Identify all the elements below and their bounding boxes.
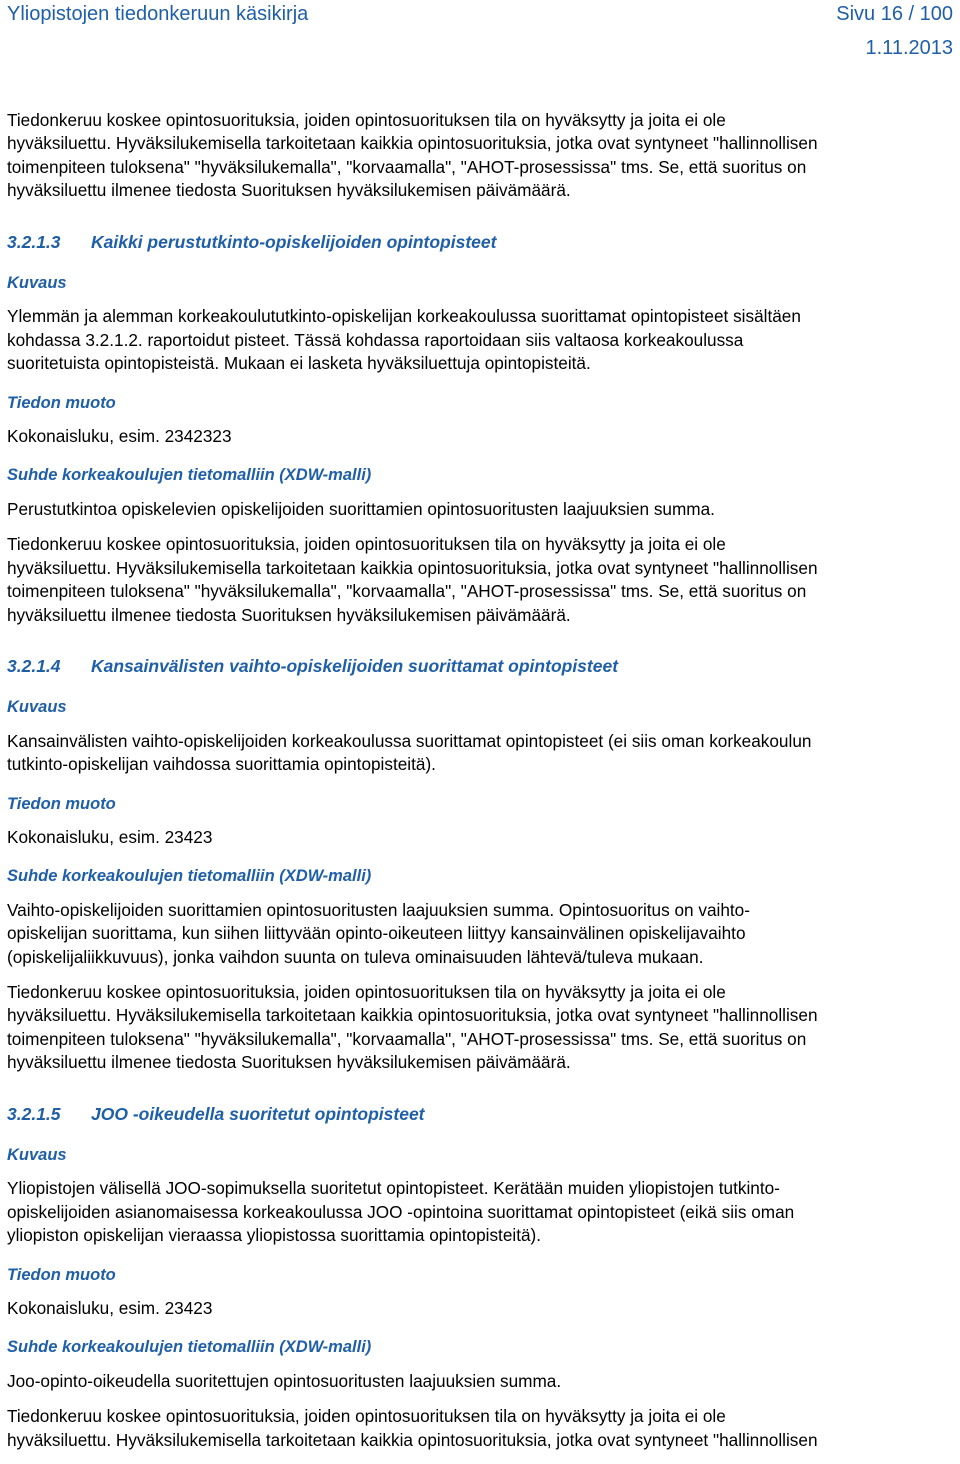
text-line: (opiskelijaliikkuvuus), jonka vaihdon suunta on tuleva ominaisuuden lähtevä/tuleva mukaan. xyxy=(7,946,704,967)
text-line: tutkinto-opiskelijan vaihdossa suorittamia opintopisteitä). xyxy=(7,754,436,775)
text-line: toimenpiteen tuloksena" "hyväksilukemalla", "korvaamalla", "AHOT-prosessissa" tms. Se, että suoritus on xyxy=(7,581,807,602)
tiedon-muoto-value xyxy=(7,1297,953,1320)
text-line: Tiedonkeruu koskee opintosuorituksia, joiden opintosuorituksen tila on hyväksytty ja joita ei ole xyxy=(7,534,726,555)
kuvaus-text xyxy=(7,730,953,777)
section-number: 3.2.1.4 xyxy=(7,655,61,676)
section-number: 3.2.1.5 xyxy=(7,1103,61,1124)
page-number: Sivu 16 / 100 xyxy=(836,3,953,25)
text-line: Kansainvälisten vaihto-opiskelijoiden korkeakoulussa suorittamat opintopisteet (ei siis oman korkeakoulun xyxy=(7,730,812,751)
text-line: Tiedonkeruu koskee opintosuorituksia, joiden opintosuorituksen tila on hyväksytty ja joita ei ole xyxy=(7,981,726,1002)
text-line: Perustutkintoa opiskelevien opiskelijoiden suorittamien opintosuoritusten laajuuksien summa. xyxy=(7,498,715,519)
text-line: toimenpiteen tuloksena" "hyväksilukemalla", "korvaamalla", "AHOT-prosessissa" tms. Se, että suoritus on xyxy=(7,1028,807,1049)
section-3-2-1-4 xyxy=(7,655,953,1075)
tiedon-muoto-label: Tiedon muoto xyxy=(7,393,116,412)
suhde-label: Suhde korkeakoulujen tietomalliin (XDW-malli) xyxy=(7,867,372,886)
tiedon-muoto-label: Tiedon muoto xyxy=(7,1265,116,1284)
text-line: hyväksiluettu. Hyväksilukemisella tarkoitetaan kaikkia opintosuorituksia, jotka ovat syntyneet "hallinnollisen xyxy=(7,133,818,154)
document-date: 1.11.2013 xyxy=(865,37,953,59)
section-3-2-1-3 xyxy=(7,231,953,627)
kuvaus-label: Kuvaus xyxy=(7,274,67,293)
section-heading xyxy=(7,1103,953,1126)
section-heading xyxy=(7,655,953,678)
suhde-text xyxy=(7,1370,953,1393)
text-line: hyväksiluettu ilmenee tiedosta Suorituksen hyväksilukemisen päivämäärä. xyxy=(7,1052,571,1073)
section-title: Kaikki perustutkinto-opiskelijoiden opintopisteet xyxy=(91,231,497,252)
text-line: hyväksiluettu ilmenee tiedosta Suorituksen hyväksilukemisen päivämäärä. xyxy=(7,604,571,625)
text-line: Vaihto-opiskelijoiden suorittamien opintosuoritusten laajuuksien summa. Opintosuoritus on vaihto- xyxy=(7,899,750,920)
text-line: Kokonaisluku, esim. 23423 xyxy=(7,1298,213,1319)
text-line: kohdassa 3.2.1.2. raportoidut pisteet. Tässä kohdassa raportoidaan siis valtaosa korkeakoulussa xyxy=(7,329,744,350)
text-line: Ylemmän ja alemman korkeakoulututkinto-opiskelijan korkeakoulussa suorittamat opintopisteet sisältäen xyxy=(7,306,801,327)
text-line: hyväksiluettu ilmenee tiedosta Suorituksen hyväksilukemisen päivämäärä. xyxy=(7,180,571,201)
suhde-label: Suhde korkeakoulujen tietomalliin (XDW-malli) xyxy=(7,1338,372,1357)
document-title: Yliopistojen tiedonkeruun käsikirja xyxy=(7,3,309,25)
section-3-2-1-5 xyxy=(7,1103,953,1452)
kuvaus-text xyxy=(7,305,953,375)
section-heading xyxy=(7,231,953,254)
note-paragraph xyxy=(7,533,953,627)
tiedon-muoto-label: Tiedon muoto xyxy=(7,794,116,813)
kuvaus-label: Kuvaus xyxy=(7,1146,67,1164)
text-line: hyväksiluettu. Hyväksilukemisella tarkoitetaan kaikkia opintosuorituksia, jotka ovat syntyneet "hallinnollisen xyxy=(7,557,818,578)
document-body xyxy=(7,109,953,1464)
suhde-text xyxy=(7,899,953,969)
text-line: hyväksiluettu. Hyväksilukemisella tarkoitetaan kaikkia opintosuorituksia, jotka ovat syntyneet "hallinnollisen xyxy=(7,1429,818,1450)
suhde-label: Suhde korkeakoulujen tietomalliin (XDW-malli) xyxy=(7,466,372,485)
text-line: yliopiston opiskelijan vieraassa yliopistossa suorittamia opintopisteitä). xyxy=(7,1225,542,1246)
text-line: Kokonaisluku, esim. 2342323 xyxy=(7,426,232,447)
text-line: Tiedonkeruu koskee opintosuorituksia, joiden opintosuorituksen tila on hyväksytty ja joita ei ole xyxy=(7,1406,726,1427)
text-line: opiskelijoiden asianomaisessa korkeakoulussa JOO -opintoina suorittamat opintopisteet (eikä siis oman xyxy=(7,1201,795,1222)
tiedon-muoto-value xyxy=(7,425,953,448)
note-paragraph xyxy=(7,981,953,1075)
text-line: Yliopistojen välisellä JOO-sopimuksella suoritetut opintopisteet. Kerätään muiden yliopistojen tutkinto- xyxy=(7,1178,780,1199)
kuvaus-label: Kuvaus xyxy=(7,698,67,717)
section-number: 3.2.1.3 xyxy=(7,231,61,252)
page-header xyxy=(0,0,960,64)
text-line: Joo-opinto-oikeudella suoritettujen opintosuoritusten laajuuksien summa. xyxy=(7,1370,562,1391)
note-paragraph xyxy=(7,1405,953,1452)
intro-paragraph xyxy=(7,109,953,203)
kuvaus-text xyxy=(7,1177,953,1247)
section-title: Kansainvälisten vaihto-opiskelijoiden suorittamat opintopisteet xyxy=(91,655,619,676)
suhde-text xyxy=(7,498,953,521)
text-line: Kokonaisluku, esim. 23423 xyxy=(7,826,213,847)
text-line: opiskelijan suorittama, kun siihen liittyvään opinto-oikeuteen liittyy kansainvälinen opiskelijavaihto xyxy=(7,923,746,944)
text-line: suoritetuista opintopisteistä. Mukaan ei lasketa hyväksiluettuja opintopisteitä. xyxy=(7,353,591,374)
text-line: toimenpiteen tuloksena" "hyväksilukemalla", "korvaamalla", "AHOT-prosessissa" tms. Se, että suoritus on xyxy=(7,156,807,177)
text-line: hyväksiluettu. Hyväksilukemisella tarkoitetaan kaikkia opintosuorituksia, jotka ovat syntyneet "hallinnollisen xyxy=(7,1005,818,1026)
text-line: Tiedonkeruu koskee opintosuorituksia, joiden opintosuorituksen tila on hyväksytty ja joita ei ole xyxy=(7,110,726,130)
section-title: JOO -oikeudella suoritetut opintopisteet xyxy=(91,1103,425,1124)
tiedon-muoto-value xyxy=(7,826,953,849)
